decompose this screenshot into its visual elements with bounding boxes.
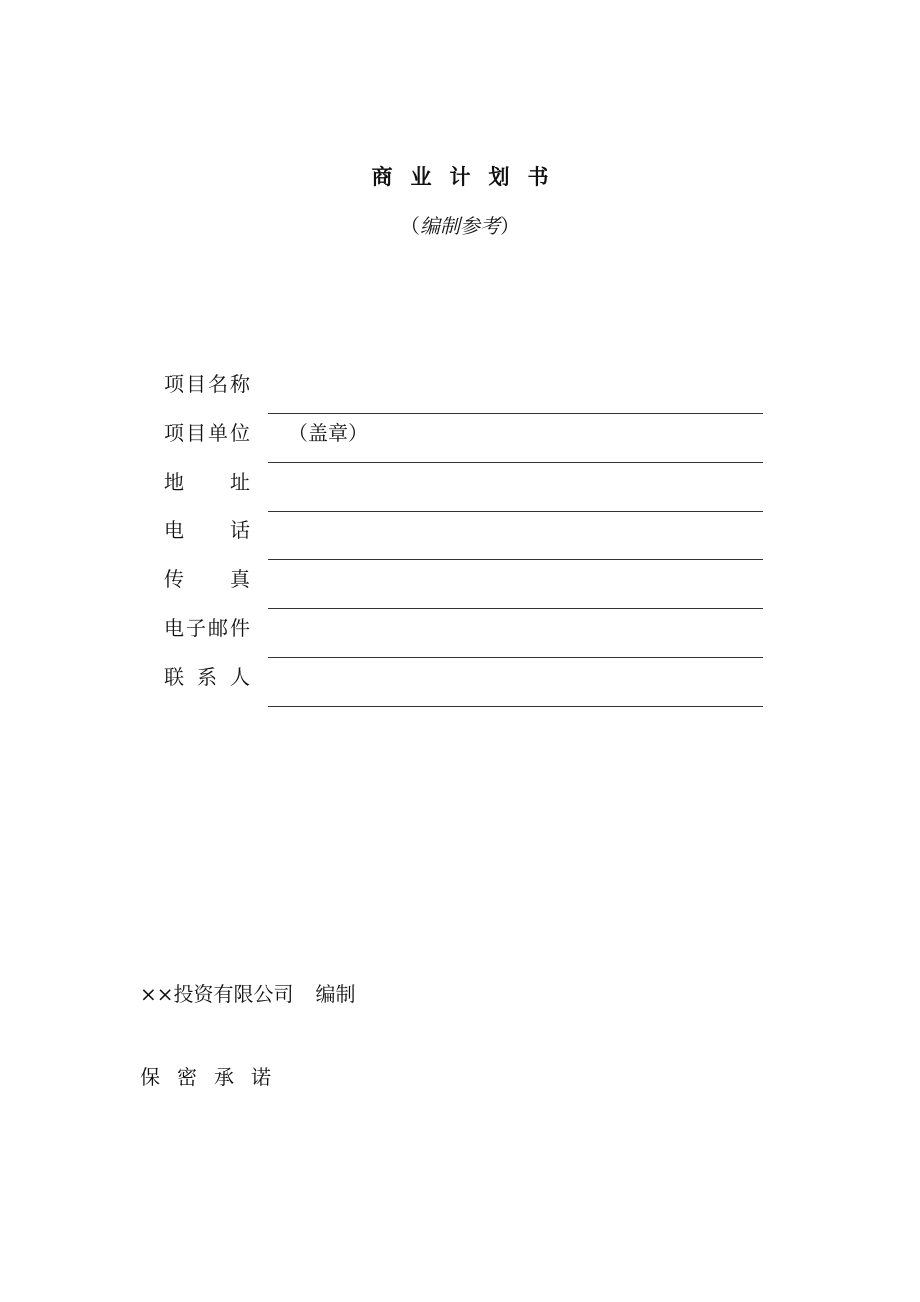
label-char: 真 xyxy=(230,567,250,591)
label-char: 址 xyxy=(230,470,250,494)
title-char: 书 xyxy=(527,164,549,189)
label-char: 目 xyxy=(186,421,206,445)
subtitle-text: 编制参考 xyxy=(420,214,500,238)
document-title xyxy=(0,163,920,191)
label-char: 话 xyxy=(230,518,250,542)
label-char: 电 xyxy=(164,616,184,640)
title-char: 商 xyxy=(371,164,393,189)
form-row-project-name xyxy=(164,370,764,419)
heading-char: 保 xyxy=(140,1065,160,1089)
underline-project-name xyxy=(268,413,763,414)
form-row-project-unit xyxy=(164,419,764,468)
field-label-project-name xyxy=(164,370,250,398)
label-char: 地 xyxy=(164,470,184,494)
label-char: 项 xyxy=(164,372,184,396)
label-char: 件 xyxy=(230,616,250,640)
label-char: 传 xyxy=(164,567,184,591)
label-char: 目 xyxy=(186,372,206,396)
form-row-contact xyxy=(164,663,764,712)
title-char: 划 xyxy=(488,164,510,189)
heading-char: 密 xyxy=(177,1065,197,1089)
underline-contact xyxy=(268,706,763,707)
title-char: 业 xyxy=(410,164,432,189)
underline-project-unit xyxy=(268,462,763,463)
label-char: 称 xyxy=(230,372,250,396)
compiled-label: 编制 xyxy=(315,982,356,1006)
label-char: 单 xyxy=(208,421,228,445)
label-char: 邮 xyxy=(208,616,228,640)
label-char: 人 xyxy=(230,665,250,689)
title-char: 计 xyxy=(449,164,471,189)
label-char: 电 xyxy=(164,518,184,542)
document-subtitle xyxy=(0,212,920,240)
field-label-email xyxy=(164,614,250,642)
form-row-phone xyxy=(164,516,764,565)
field-label-fax xyxy=(164,565,250,593)
field-label-phone xyxy=(164,516,250,544)
label-char: 项 xyxy=(164,421,184,445)
confidentiality-heading xyxy=(140,1063,271,1091)
label-char: 系 xyxy=(197,665,217,689)
label-char: 子 xyxy=(186,616,206,640)
label-char: 位 xyxy=(230,421,250,445)
heading-char: 诺 xyxy=(251,1065,271,1089)
field-label-contact xyxy=(164,663,250,691)
subtitle-open-paren: （ xyxy=(400,214,420,238)
label-char: 联 xyxy=(164,665,184,689)
underline-fax xyxy=(268,608,763,609)
subtitle-close-paren: ） xyxy=(500,214,520,238)
heading-char: 承 xyxy=(214,1065,234,1089)
underline-email xyxy=(268,657,763,658)
label-char: 名 xyxy=(208,372,228,396)
form-row-email xyxy=(164,614,764,663)
form-row-address xyxy=(164,468,764,517)
form-row-fax xyxy=(164,565,764,614)
compiler-name: ××投资有限公司 xyxy=(140,982,294,1006)
underline-phone xyxy=(268,559,763,560)
underline-address xyxy=(268,511,763,512)
compiler-line xyxy=(140,980,356,1008)
field-value-project-unit[interactable]: （盖章） xyxy=(288,421,368,445)
field-label-address xyxy=(164,468,250,496)
field-label-project-unit xyxy=(164,419,250,447)
